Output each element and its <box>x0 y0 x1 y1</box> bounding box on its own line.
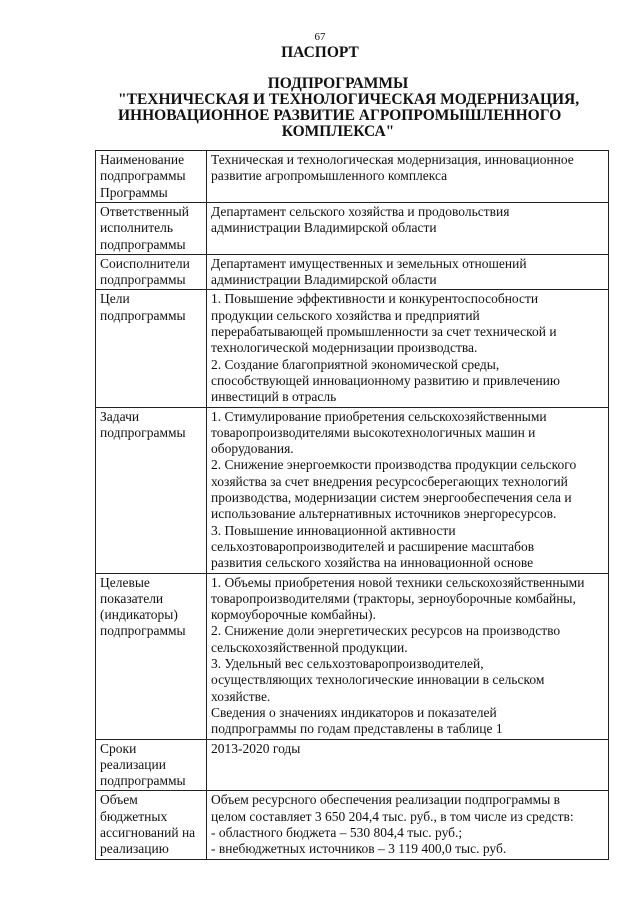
passport-row <box>96 254 609 290</box>
row-value-line: способствующей инновационному развитию и привлечению <box>211 372 560 388</box>
row-label-cell <box>96 151 207 203</box>
row-label-line: Ответственный <box>100 204 189 219</box>
subtitle-line: КОМПЛЕКСА" <box>281 123 395 140</box>
row-value-line: развития сельского хозяйства на инновационной основе <box>211 555 534 571</box>
row-value-cell <box>207 791 609 859</box>
document-title: ПАСПОРТ <box>281 44 359 61</box>
row-label-line: Соисполнители <box>100 255 190 271</box>
row-value-line: Сведения о значениях индикаторов и показателей <box>211 704 497 720</box>
row-value-line: сельхозтоваропроизводителей и расширение масштабов <box>211 538 535 554</box>
row-value-line: - внебюджетных источников – 3 119 400,0 тыс. руб. <box>211 841 507 857</box>
row-value-cell <box>207 151 609 203</box>
subtitle-line: ПОДПРОГРАММЫ <box>267 75 409 92</box>
row-label-line: реализации <box>100 756 166 772</box>
row-value-line: продукции сельского хозяйства и предприятий <box>211 307 480 323</box>
row-label-line: (индикаторы) <box>100 607 178 623</box>
row-label-cell <box>96 290 207 407</box>
row-value-line: - областного бюджета – 530 804,4 тыс. руб.; <box>211 824 463 840</box>
row-label-line: бюджетных <box>100 808 168 824</box>
row-value-line: 3. Удельный вес сельхозтоваропроизводителей, <box>211 656 484 672</box>
row-label-line: подпрограммы <box>100 236 186 252</box>
row-label-line: подпрограммы <box>100 168 186 184</box>
row-label-cell <box>96 407 207 573</box>
passport-row <box>96 791 609 859</box>
row-value-line: Департамент имущественных и земельных отношений <box>211 255 527 271</box>
row-value-line: перерабатывающей промышленности за счет технической и <box>211 324 557 340</box>
subtitle-line: ИННОВАЦИОННОЕ РАЗВИТИЕ АГРОПРОМЫШЛЕННОГО <box>118 107 562 124</box>
row-value-line: 2013-2020 годы <box>211 740 301 756</box>
row-label-line: подпрограммы <box>100 307 186 323</box>
row-value-line: 1. Стимулирование приобретения сельскохозяйственными <box>211 408 547 424</box>
row-value-cell <box>207 573 609 739</box>
row-value-line: товаропроизводителями (тракторы, зерноуборочные комбайны, <box>211 590 576 606</box>
row-value-cell <box>207 407 609 573</box>
passport-row <box>96 290 609 407</box>
row-label-cell <box>96 739 207 791</box>
row-value-cell <box>207 254 609 290</box>
row-value-cell <box>207 739 609 791</box>
row-label-cell <box>96 254 207 290</box>
row-label-line: Сроки <box>100 740 137 756</box>
subprogram-title <box>118 75 580 140</box>
row-value-line: администрации Владимирской области <box>211 220 437 236</box>
row-label-cell <box>96 203 207 255</box>
row-label-line: подпрограммы <box>100 623 186 639</box>
row-label-line: Программы <box>100 184 168 200</box>
row-value-line: развитие агропромышленного комплекса <box>211 168 448 184</box>
row-label-line: Цели <box>100 291 130 307</box>
row-value-line: 3. Повышение инновационной активности <box>211 522 456 538</box>
row-value-line: использование альтернативных источников энергоресурсов. <box>211 506 557 522</box>
row-label-line: исполнитель <box>100 220 173 236</box>
row-label-line: реализацию <box>100 841 169 857</box>
row-value-line: Департамент сельского хозяйства и продовольствия <box>211 204 510 219</box>
row-value-line: Техническая и технологическая модернизация, инновационное <box>211 152 574 167</box>
row-label-line: подпрограммы <box>100 773 186 789</box>
row-label-cell <box>96 573 207 739</box>
passport-row <box>96 739 609 791</box>
row-value-line: хозяйства за счет внедрения ресурсосберегающих технологий <box>211 473 568 489</box>
row-value-line: товаропроизводителями высокотехнологичных машин и <box>211 424 536 440</box>
row-label-line: Целевые <box>100 574 150 590</box>
row-value-line: 1. Повышение эффективности и конкурентоспособности <box>211 291 539 307</box>
row-value-line: 2. Снижение доли энергетических ресурсов на производство <box>211 623 561 639</box>
row-value-line: сельскохозяйственной продукции. <box>211 639 408 655</box>
row-value-line: производства, модернизации систем энергообеспечения села и <box>211 490 572 506</box>
row-label-line: подпрограммы <box>100 424 186 440</box>
row-value-line: Объем ресурсного обеспечения реализации подпрограммы в <box>211 792 561 808</box>
subtitle-line: "ТЕХНИЧЕСКАЯ И ТЕХНОЛОГИЧЕСКАЯ МОДЕРНИЗАЦИЯ, <box>118 91 580 108</box>
row-value-cell <box>207 203 609 255</box>
page-number: 67 <box>314 31 326 43</box>
row-value-line: целом составляет 3 650 204,4 тыс. руб., в том числе из средств: <box>211 808 574 824</box>
row-label-line: подпрограммы <box>100 272 186 288</box>
row-value-cell <box>207 290 609 407</box>
row-value-line: оборудования. <box>211 441 294 457</box>
row-label-line: Задачи <box>100 408 140 424</box>
passport-table <box>95 150 609 860</box>
passport-row <box>96 573 609 739</box>
row-value-line: хозяйстве. <box>211 688 271 704</box>
row-value-line: 1. Объемы приобретения новой техники сельскохозяйственными <box>211 574 585 590</box>
row-value-line: кормоуборочные комбайны). <box>211 607 376 623</box>
row-value-line: 2. Создание благоприятной экономической среды, <box>211 356 500 372</box>
row-label-line: Наименование <box>100 152 185 167</box>
row-value-line: 2. Снижение энергоемкости производства продукции сельского <box>211 457 577 473</box>
row-value-line: инвестиций в отрасль <box>211 389 337 405</box>
passport-row <box>96 151 609 203</box>
row-value-line: подпрограммы по годам представлены в таблице 1 <box>211 721 503 737</box>
row-value-line: технологической модернизации производства. <box>211 340 478 356</box>
row-label-line: Объем <box>100 792 138 808</box>
row-label-line: ассигнований на <box>100 824 196 840</box>
passport-row <box>96 407 609 573</box>
row-label-cell <box>96 791 207 859</box>
row-label-line: показатели <box>100 590 164 606</box>
row-value-line: администрации Владимирской области <box>211 272 437 288</box>
row-value-line: осуществляющих технологические инновации в сельском <box>211 672 545 688</box>
passport-row <box>96 203 609 255</box>
